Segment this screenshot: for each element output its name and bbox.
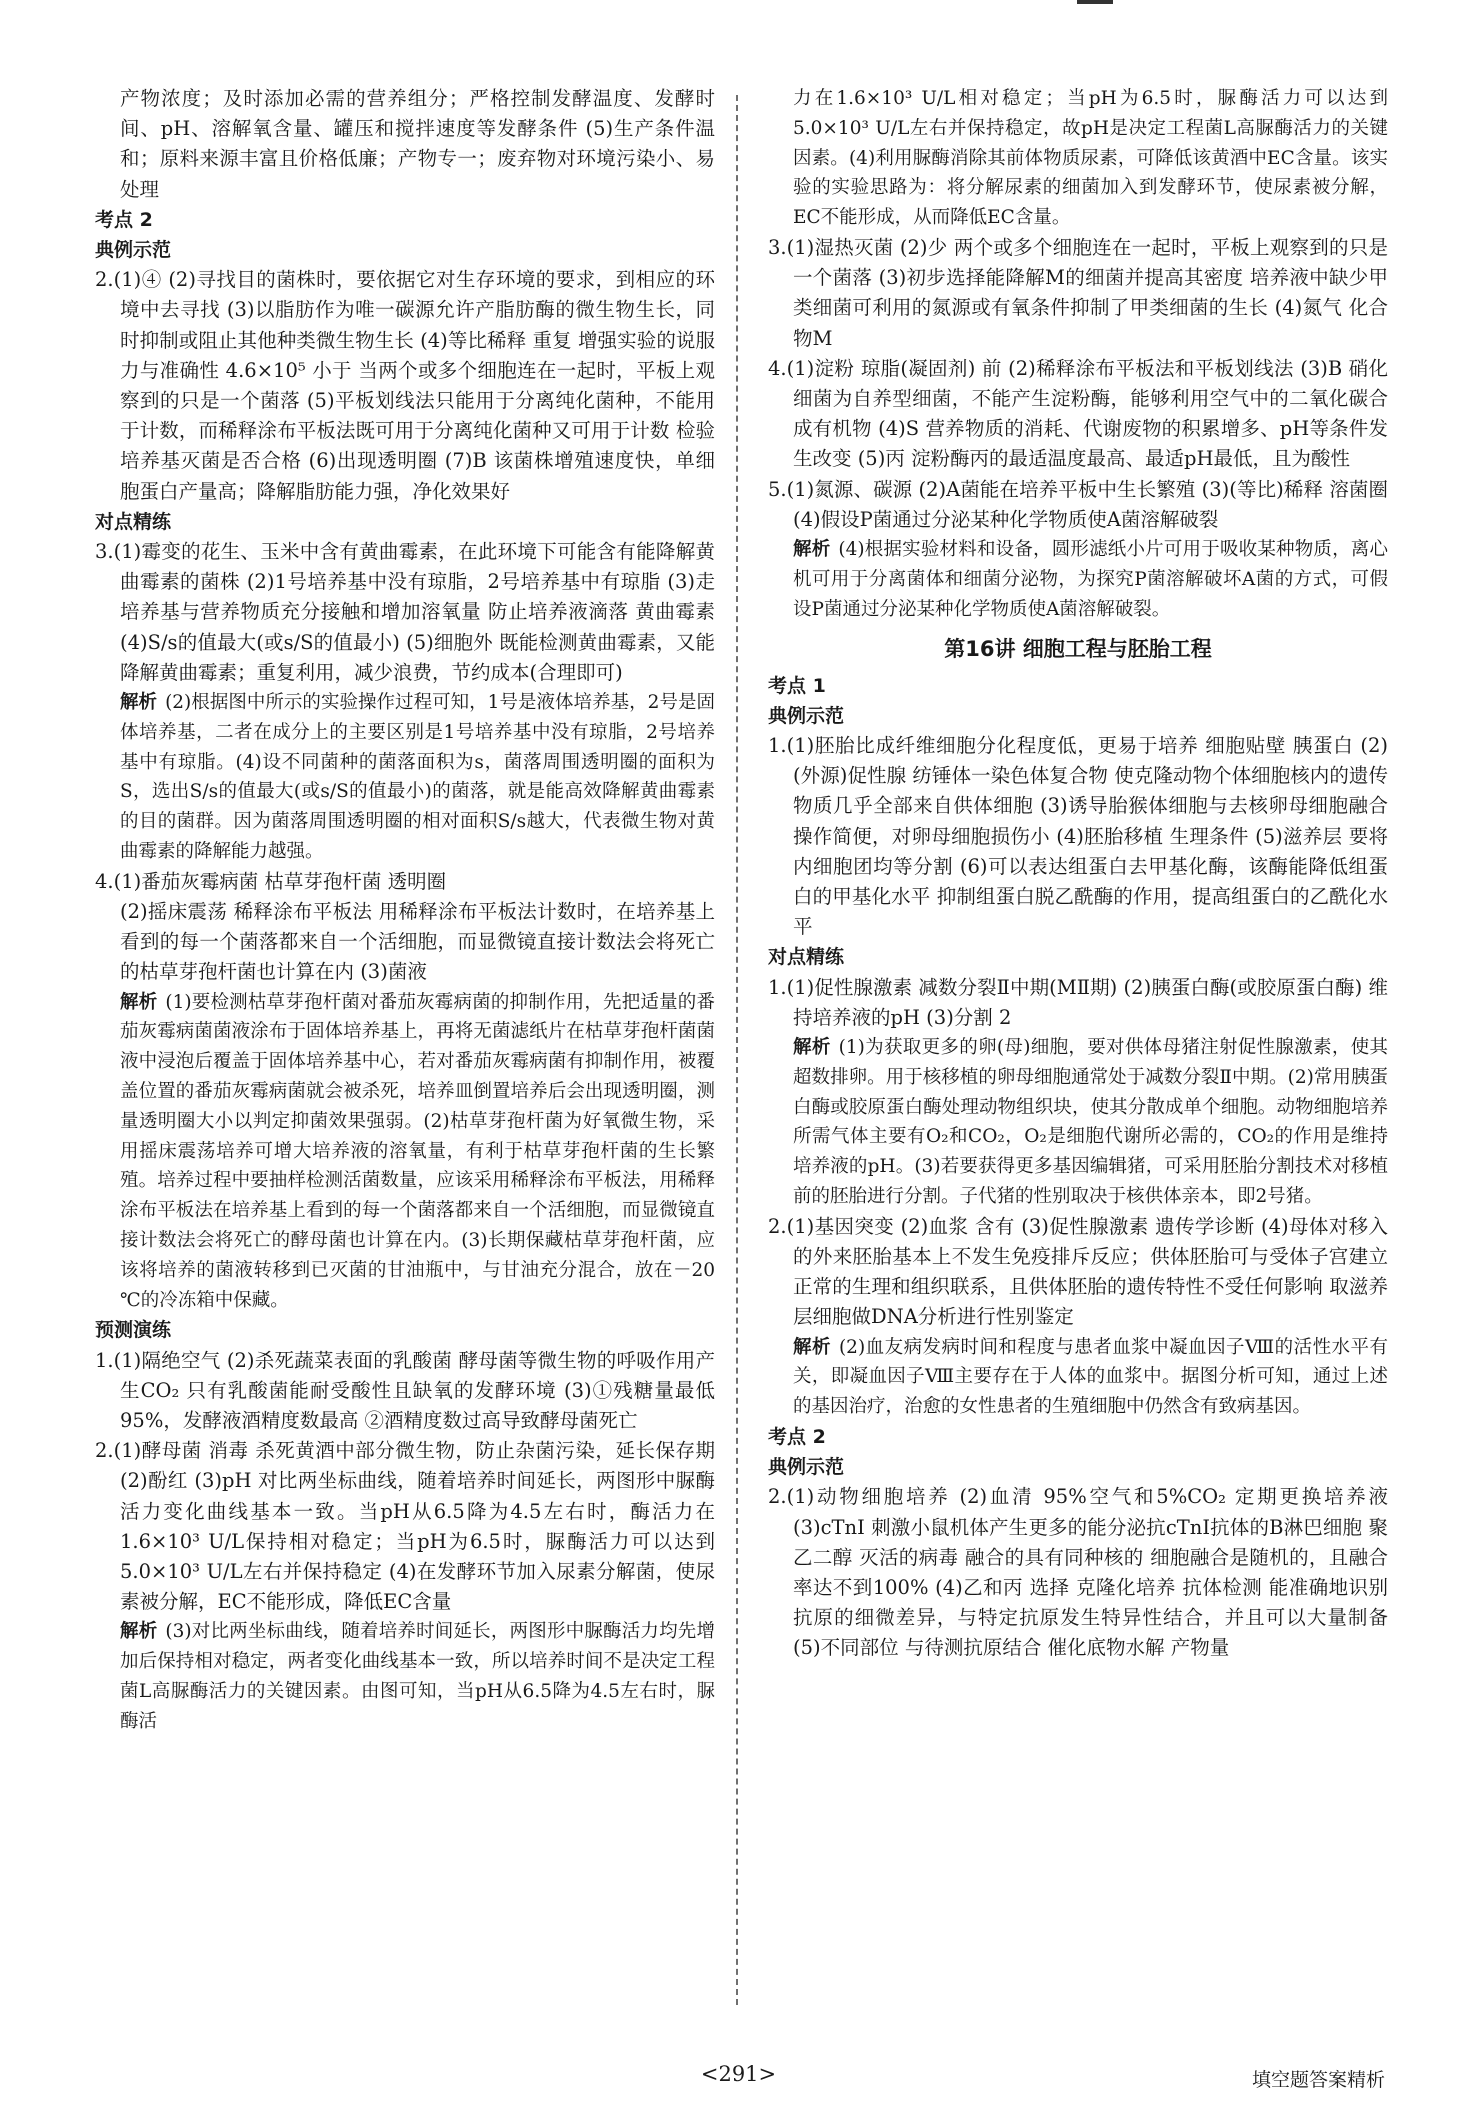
answer-item: 5.(1)氮源、碳源 (2)A菌能在培养平板中生长繁殖 (3)(等比)稀释 溶菌圈 (4)假设P菌通过分泌某种化学物质使A菌溶解破裂 xyxy=(768,477,1388,531)
analysis-text: (1)要检测枯草芽孢杆菌对番茄灰霉病菌的抑制作用，先把适量的番茄灰霉病菌菌液涂布于固体培养基上，再将无菌滤纸片在枯草芽孢杆菌菌液中浸泡后覆盖于固体培养基中心，若对番茄灰霉病菌有抑制作用，被覆盖位置的番茄灰霉病菌就会被杀死，培养皿倒置培养后会出现透明圈，测量透明圈大小以判定抑菌效果强弱。(2)枯草芽孢杆菌为好氧微生物，采用摇床震荡培养可增大培养液的溶氧量，有利于枯草芽孢杆菌的生长繁殖。培养过程中要抽样检测活菌数量，应该采用稀释涂布平板法，用稀释涂布平板法在培养基上看到的每一个菌落都来自一个活细胞，而显微镜直接计数法会将死亡的酵母菌也计算在内。(3)长期保藏枯草芽孢杆菌，应该将培养的菌液转移到已灭菌的甘油瓶中，与甘油充分混合，放在－20 ℃的冷冻箱中保藏。 xyxy=(120,991,715,1311)
answer-item: 4.(1)番茄灰霉病菌 枯草芽孢杆菌 透明圈 xyxy=(95,869,447,893)
answer-item: 1.(1)隔绝空气 (2)杀死蔬菜表面的乳酸菌 酵母菌等微生物的呼吸作用产生CO₂ 只有乳酸菌能耐受酸性且缺氧的发酵环境 (3)①残糖量最低 95%，发酵液酒精度数最高 ②酒精度数过高导致酵母菌死亡 xyxy=(95,1348,715,1433)
analysis-label: 解析 xyxy=(793,1336,831,1358)
analysis-text: (2)根据图中所示的实验操作过程可知，1号是液体培养基，2号是固体培养基，二者在成分上的主要区别是1号培养基中没有琼脂，2号培养基中有琼脂。(4)设不同菌种的菌落面积为s，菌落周围透明圈的面积为S，选出S/s的值最大(或s/S的值最小)的菌落，就是能高效降解黄曲霉素的目的菌群。因为菌落周围透明圈的相对面积S/s越大，代表微生物对黄曲霉素的降解能力越强。 xyxy=(120,692,715,863)
analysis-text: (4)根据实验材料和设备，圆形滤纸小片可用于吸收某种物质，离心机可用于分离菌体和细菌分泌物，为探究P菌溶解破坏A菌的方式，可假设P菌通过分泌某种化学物质使A菌溶解破裂。 xyxy=(793,539,1388,620)
answer-item: 1.(1)促性腺激素 减数分裂Ⅱ中期(MⅡ期) (2)胰蛋白酶(或胶原蛋白酶) 维持培养液的pH (3)分割 2 xyxy=(768,975,1388,1029)
analysis-text: (3)对比两坐标曲线，随着培养时间延长，两图形中脲酶活力均先增加后保持相对稳定，两者变化曲线基本一致，所以培养时间不是决定工程菌L高脲酶活力的关键因素。由图可知，当pH从6.5降为4.5左右时，脲酶活 xyxy=(120,1621,715,1732)
analysis-note xyxy=(768,84,1388,233)
answer-item: 3.(1)霉变的花生、玉米中含有黄曲霉素，在此环境下可能含有能降解黄曲霉素的菌株 (2)1号培养基中没有琼脂，2号培养基中有琼脂 (3)走培养基与营养物质充分接触和增加溶氧量 防止培养液滴落 黄曲霉素 (4)S/s的值最大(或s/S的值最小) (5)细胞外 既能检测黄曲霉素，又能降解黄曲霉素；重复利用，减少浪费，节约成本(合理即可) xyxy=(95,540,715,684)
analysis-text: (2)血友病发病时间和程度与患者血浆中凝血因子Ⅷ的活性水平有关，即凝血因子Ⅷ主要存在于人体的血浆中。据图分析可知，通过上述的基因治疗，治愈的女性患者的生殖细胞中仍然含有致病基因。 xyxy=(793,1336,1388,1418)
analysis-label: 解析 xyxy=(793,539,831,561)
analysis-note xyxy=(768,1333,1388,1422)
lecture-title: 第16讲 细胞工程与胚胎工程 xyxy=(944,637,1212,662)
answer-item: 3.(1)湿热灭菌 (2)少 两个或多个细胞连在一起时，平板上观察到的只是一个菌落 (3)初步选择能降解M的细菌并提高其密度 培养液中缺少甲类细菌可利用的氮源或有氧条件抑制了甲类细菌的生长 (4)氮气 化合物M xyxy=(768,235,1388,350)
answer-item: 2.(1)动物细胞培养 (2)血清 95%空气和5%CO₂ 定期更换培养液 (3)cTnI 刺激小鼠机体产生更多的能分泌抗cTnI抗体的B淋巴细胞 聚乙二醇 灭活的病毒 融合的具有同种核的 细胞融合是随机的，且融合率达不到100% (4)乙和丙 选择 克隆化培养 抗体检测 能准确地识别抗原的细微差异，与特定抗原发生特异性结合，并且可以大量制备 (5)不同部位 与待测抗原结合 催化底物水解 产物量 xyxy=(768,1485,1388,1660)
analysis-label: 解析 xyxy=(120,692,158,714)
analysis-note xyxy=(768,535,1388,624)
section-heading: 典例示范 xyxy=(768,704,845,727)
right-column xyxy=(768,84,1388,1664)
section-heading: 考点 1 xyxy=(768,674,826,697)
answer-item: 产物浓度；及时添加必需的营养组分；严格控制发酵温度、发酵时间、pH、溶解氧含量、罐压和搅拌速度等发酵条件 (5)生产条件温和；原料来源丰富且价格低廉；产物专一；废弃物对环境污染小、易处理 xyxy=(120,87,715,201)
analysis-label: 解析 xyxy=(120,991,158,1013)
section-heading: 考点 2 xyxy=(768,1426,826,1449)
section-heading: 对点精练 xyxy=(768,946,845,969)
answer-item: 2.(1)④ (2)寻找目的菌株时，要依据它对生存环境的要求，到相应的环境中去寻找 (3)以脂肪作为唯一碳源允许产脂肪酶的微生物生长，同时抑制或阻止其他种类微生物生长 (4)等比稀释 重复 增强实验的说服力与准确性 4.6×10⁵ 小于 当两个或多个细胞连在一起时，平板上观察到的只是一个菌落 (5)平板划线法只能用于分离纯化菌种，不能用于计数，而稀释涂布平板法既可用于分离纯化菌种又可用于计数 检验培养基灭菌是否合格 (6)出现透明圈 (7)B 该菌株增殖速度快，单细胞蛋白产量高；降解脂肪能力强，净化效果好 xyxy=(95,268,715,503)
section-heading: 预测演练 xyxy=(95,1319,172,1342)
analysis-note xyxy=(95,988,715,1316)
answer-item: 1.(1)胚胎比成纤维细胞分化程度低，更易于培养 细胞贴壁 胰蛋白 (2)(外源)促性腺 纺锤体一染色体复合物 使克隆动物个体细胞核内的遗传物质几乎全部来自供体细胞 (3)诱导胎猴体细胞与去核卵母细胞融合 操作简便，对卵母细胞损伤小 (4)胚胎移植 生理条件 (5)滋养层 要将内细胞团均等分割 (6)可以表达组蛋白去甲基化酶，该酶能降低组蛋白的甲基化水平 抑制组蛋白脱乙酰酶的作用，提高组蛋白的乙酰化水平 xyxy=(768,734,1388,939)
column-divider xyxy=(736,95,738,2005)
analysis-text: 力在1.6×10³ U/L相对稳定；当pH为6.5时，脲酶活力可以达到5.0×10³ U/L左右并保持稳定，故pH是决定工程菌L高脲酶活力的关键因素。(4)利用脲酶消除其前体物质尿素，可降低该黄酒中EC含量。该实验的实验思路为：将分解尿素的细菌加入到发酵环节，使尿素被分解，EC不能形成，从而降低EC含量。 xyxy=(793,88,1388,229)
section-heading: 对点精练 xyxy=(95,510,172,533)
left-column xyxy=(95,84,715,1737)
section-heading: 典例示范 xyxy=(95,239,172,262)
analysis-note xyxy=(95,688,715,867)
section-heading: 考点 2 xyxy=(95,208,153,231)
analysis-label: 解析 xyxy=(120,1621,158,1643)
analysis-text: (1)为获取更多的卵(母)细胞，要对供体母猪注射促性腺激素，使其超数排卵。用于核移植的卵母细胞通常处于减数分裂Ⅱ中期。(2)常用胰蛋白酶或胶原蛋白酶处理动物组织块，使其分散成单个细胞。动物细胞培养所需气体主要有O₂和CO₂，O₂是细胞代谢所必需的，CO₂的作用是维持培养液的pH。(3)若要获得更多基因编辑猪，可采用胚胎分割技术对移植前的胚胎进行分割。子代猪的性别取决于核供体亲本，即2号猪。 xyxy=(793,1037,1388,1208)
analysis-note xyxy=(768,1033,1388,1212)
answer-item: 2.(1)酵母菌 消毒 杀死黄酒中部分微生物，防止杂菌污染，延长保存期 (2)酚红 (3)pH 对比两坐标曲线，随着培养时间延长，两图形中脲酶活力变化曲线基本一致。当pH从6.5降为4.5左右时，酶活力在1.6×10³ U/L保持相对稳定；当pH为6.5时，脲酶活力可以达到5.0×10³ U/L左右并保持稳定 (4)在发酵环节加入尿素分解菌，使尿素被分解，EC不能形成，降低EC含量 xyxy=(95,1439,715,1614)
section-label: 填空题答案精析 xyxy=(1251,2069,1385,2091)
answer-item: 2.(1)基因突变 (2)血浆 含有 (3)促性腺激素 遗传学诊断 (4)母体对移入的外来胚胎基本上不发生免疫排斥反应；供体胚胎可与受体子宫建立正常的生理和组织联系，且供体胚胎的遗传特性不受任何影响 取滋养层细胞做DNA分析进行性别鉴定 xyxy=(768,1214,1388,1329)
answer-item: (2)摇床震荡 稀释涂布平板法 用稀释涂布平板法计数时，在培养基上看到的每一个菌落都来自一个活细胞，而显微镜直接计数法会将死亡的枯草芽孢杆菌也计算在内 (3)菌液 xyxy=(120,900,715,984)
answer-item: 4.(1)淀粉 琼脂(凝固剂) 前 (2)稀释涂布平板法和平板划线法 (3)B 硝化细菌为自养型细菌，不能产生淀粉酶，能够利用空气中的二氧化碳合成有机物 (4)S 营养物质的消耗、代谢废物的积累增多、pH等条件发生改变 (5)丙 淀粉酶丙的最适温度最高、最适pH最低，且为酸性 xyxy=(768,356,1388,471)
top-mark xyxy=(1077,0,1113,4)
analysis-label: 解析 xyxy=(793,1037,831,1059)
section-heading: 典例示范 xyxy=(768,1456,845,1479)
page-number: <291> xyxy=(700,2062,777,2086)
analysis-note xyxy=(95,1617,715,1736)
